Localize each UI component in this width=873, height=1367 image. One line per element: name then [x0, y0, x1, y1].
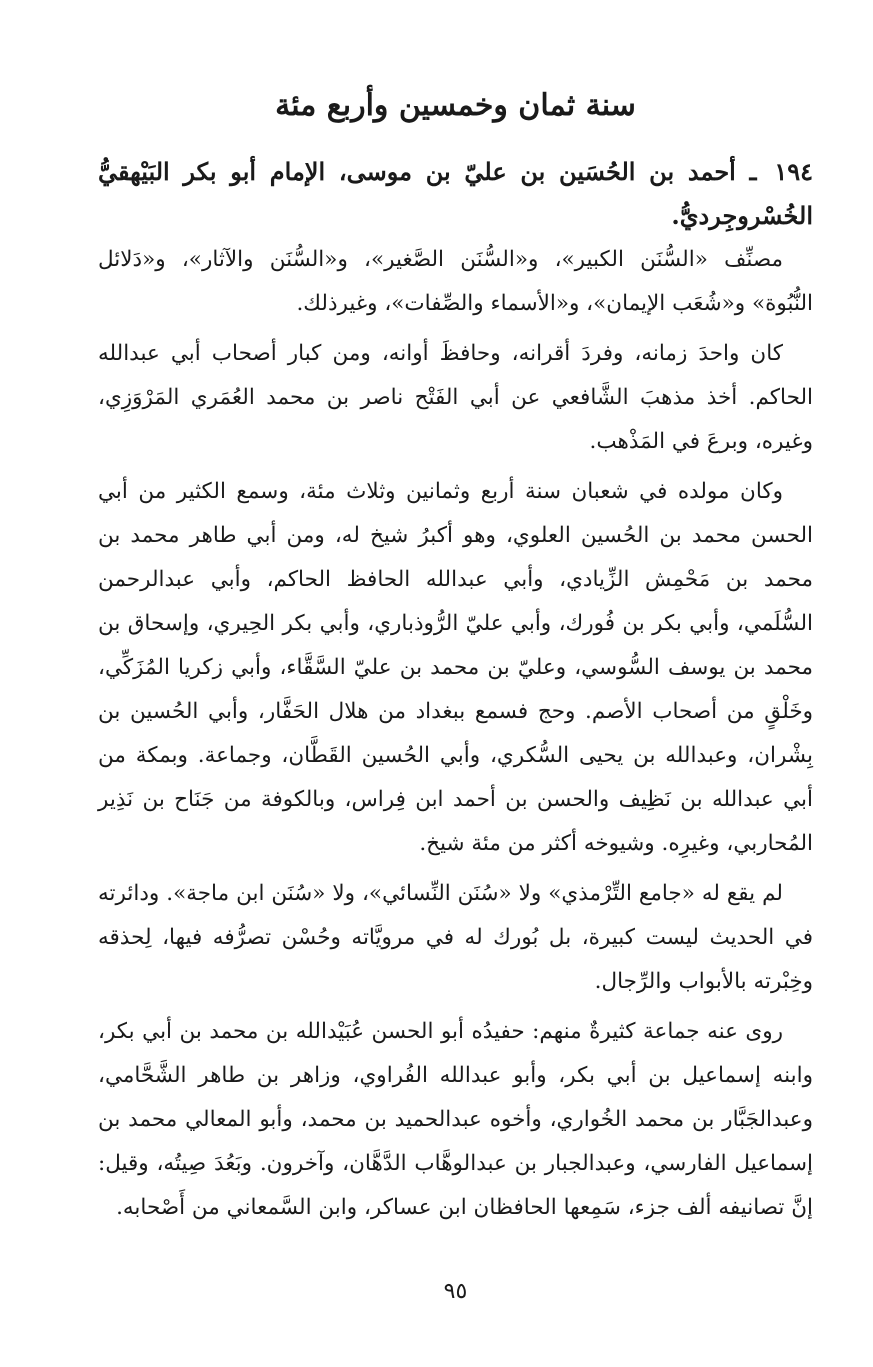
entry-heading: [98, 150, 813, 238]
paragraph-teachers: وكان مولده في شعبان سنة أربع وثمانين وثلاث مئة، وسمع الكثير من أبي الحسن محمد بن الحُسين العلوي، وهو أكبرُ شيخ له، ومن أبي طاهر محمد بن محمد بن مَحْمِش الزِّيادي، وأبي عبدالله الحافظ الحاكم، وأبي عبدالرحمن السُّلَمي، وأبي بكر بن فُورك، وأبي عليّ الرُّوذباري، وأبي بكر الحِيري، وإسحاق بن محمد بن يوسف السُّوسي، وعليّ بن محمد بن عليّ السَّقَّاء، وأبي زكريا المُزَكِّي، وخَلْقٍ من أصحاب الأصم. وحج فسمع ببغداد من هلال الحَفَّار، وأبي الحُسين بن بِشْران، وعبدالله بن يحيى السُّكري، وأبي الحُسين القَطَّان، وجماعة. وبمكة من أبي عبدالله بن نَظِيف والحسن بن أحمد ابن فِراس، وبالكوفة من جَنَاح بن نَذِير المُحاربي، وغيرِه. وشيوخه أكثر من مئة شيخ.: [98, 479, 813, 856]
entry-body: [98, 238, 813, 1236]
paragraph-hadith: لم يقع له «جامع التِّرْمذي» ولا «سُنَن النِّسائي»، ولا «سُنَن ابن ماجة». ودائرته في الحديث ليست كبيرة، بل بُورك له في مرويَّاته وحُسْن تصرُّفه فيها، لِحذقه وخِبْرته بالأبواب والرِّجال.: [98, 881, 813, 994]
entry-name: ـ أحمد بن الحُسَين بن عليّ بن موسى، الإمام أبو بكر البَيْهقيُّ الخُسْروجِرديُّ.: [98, 157, 813, 230]
paragraph-students: روى عنه جماعة كثيرةٌ منهم: حفيدُه أبو الحسن عُبَيْدالله بن محمد بن أبي بكر، وابنه إسماعيل بن أبي بكر، وأبو عبدالله الفُراوي، وزاهر بن طاهر الشَّحَّامي، وعبدالجَبَّار بن محمد الخُواري، وأخوه عبدالحميد بن محمد، وأبو المعالي محمد بن إسماعيل الفارسي، وعبدالجبار بن عبدالوهَّاب الدَّهَّان، وآخرون. وبَعُدَ صِيتُه، وقيل: إنَّ تصانيفه ألف جزء، سَمِعها الحافظان ابن عساكر، وابن السَّمعاني من أَصْحابه.: [98, 1019, 813, 1220]
page-number: ٩٥: [443, 1279, 468, 1304]
paragraph-status: كان واحدَ زمانه، وفردَ أقرانه، وحافظَ أوانه، ومن كبار أصحاب أبي عبدالله الحاكم. أخذ مذهبَ الشَّافعي عن أبي الفَتْح ناصر بن محمد العُمَري المَرْوَزِي، وغيره، وبرعَ في المَذْهب.: [98, 341, 813, 454]
entry-number: ١٩٤: [774, 157, 813, 186]
year-heading: سنة ثمان وخمسين وأربع مئة: [275, 88, 636, 123]
paragraph-works: مصنِّف «السُّنَن الكبير»، و«السُّنَن الصَّغير»، و«السُّنَن والآثار»، و«دَلائل النُّبُوة» و«شُعَب الإيمان»، و«الأسماء والصِّفات»، وغيرذلك.: [98, 247, 813, 316]
book-page: [98, 0, 813, 1367]
